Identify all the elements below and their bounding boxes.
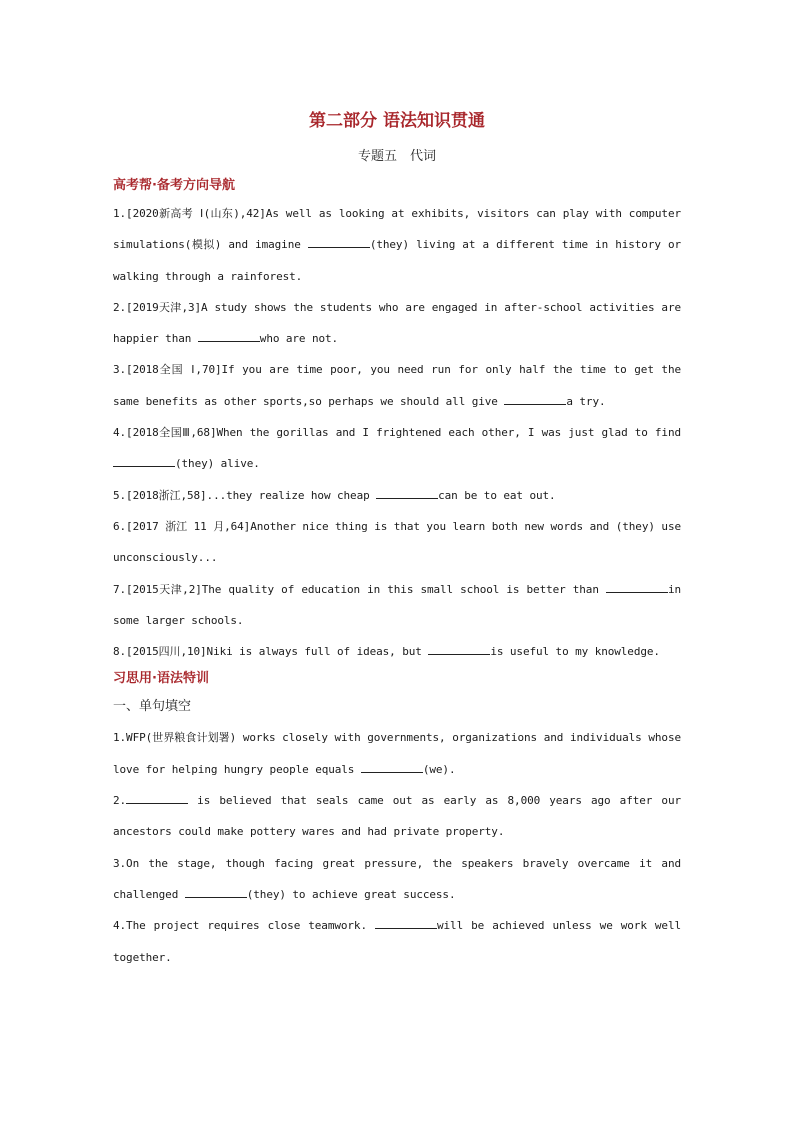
question-item [113, 785, 681, 848]
question-item [113, 722, 681, 785]
page-subtitle: 专题五 代词 [357, 149, 436, 164]
section-heading-grammar-practice: 习思用·语法特训 [113, 671, 209, 687]
answer-blank[interactable] [428, 644, 490, 655]
section-heading-exam-guide: 高考帮·备考方向导航 [113, 178, 235, 193]
answer-blank[interactable] [361, 762, 423, 773]
answer-blank[interactable] [376, 488, 438, 499]
answer-blank[interactable] [113, 456, 175, 467]
question-text: (they) to achieve great success. [246, 887, 456, 901]
question-text: in some larger schools. [113, 582, 681, 627]
question-text: 4.The project requires close teamwork. [113, 919, 376, 933]
question-text: (they) living at a different time in history or walking through a rainforest. [113, 238, 682, 283]
question-text: 5.[2018浙江,58]...they realize how cheap [113, 488, 377, 502]
page-title: 第二部分 语法知识贯通 [309, 111, 485, 131]
answer-blank[interactable] [185, 887, 247, 898]
question-item [113, 292, 681, 355]
question-item [113, 848, 681, 911]
answer-blank[interactable] [308, 237, 370, 248]
question-text: 4.[2018全国Ⅲ,68]When the gorillas and I frightened each other, I was just glad to find [113, 426, 681, 440]
question-item [113, 417, 681, 480]
question-text: (we). [422, 762, 456, 776]
answer-blank[interactable] [504, 394, 566, 405]
answer-blank[interactable] [375, 918, 437, 929]
answer-blank[interactable] [606, 582, 668, 593]
answer-blank[interactable] [126, 793, 188, 804]
question-text: 3.[2018全国 Ⅰ,70]If you are time poor, you need run for only half the time to get the same benefits as other sports,so perhaps we should all give [113, 363, 681, 408]
question-text: 6.[2017 浙江 11 月,64]Another nice thing is that you learn both new words and (they) use unconsciously... [113, 519, 681, 565]
document-body [113, 174, 681, 973]
subsection-heading: 一、单句填空 [113, 699, 192, 715]
question-text: 2.[2019天津,3]A study shows the students who are engaged in after-school activities are happier than [113, 300, 681, 346]
question-text: 1.WFP(世界粮食计划署) works closely with governments, organizations and individuals whose love for helping hungry people equals [113, 731, 681, 776]
question-text: who are not. [259, 332, 339, 346]
question-text: 7.[2015天津,2]The quality of education in this small school is better than [113, 582, 606, 596]
question-item [113, 480, 681, 511]
question-item [113, 574, 681, 637]
question-item [113, 354, 681, 417]
question-text: is believed that seals came out as early as 8,000 years ago after our ancestors could make pottery wares and had private property. [113, 794, 681, 839]
question-text: 1.[2020新高考 Ⅰ(山东),42]As well as looking at exhibits, visitors can play with computer simulations(模拟) and imagine [113, 207, 681, 252]
question-text: 3.On the stage, though facing great pressure, the speakers bravely overcame it and challenged [113, 856, 681, 901]
question-text: can be to eat out. [438, 488, 556, 502]
question-text: 8.[2015四川,10]Niki is always full of ideas, but [113, 645, 429, 659]
answer-blank[interactable] [198, 331, 260, 342]
question-text: is useful to my knowledge. [490, 645, 660, 659]
question-item [113, 636, 681, 667]
question-text: (they) alive. [175, 457, 260, 471]
question-item [113, 910, 681, 973]
question-text: a try. [566, 394, 606, 408]
question-text: 2. [113, 794, 127, 808]
question-item [113, 198, 681, 292]
question-text: will be achieved unless we work well together. [113, 919, 681, 964]
question-item [113, 511, 681, 574]
